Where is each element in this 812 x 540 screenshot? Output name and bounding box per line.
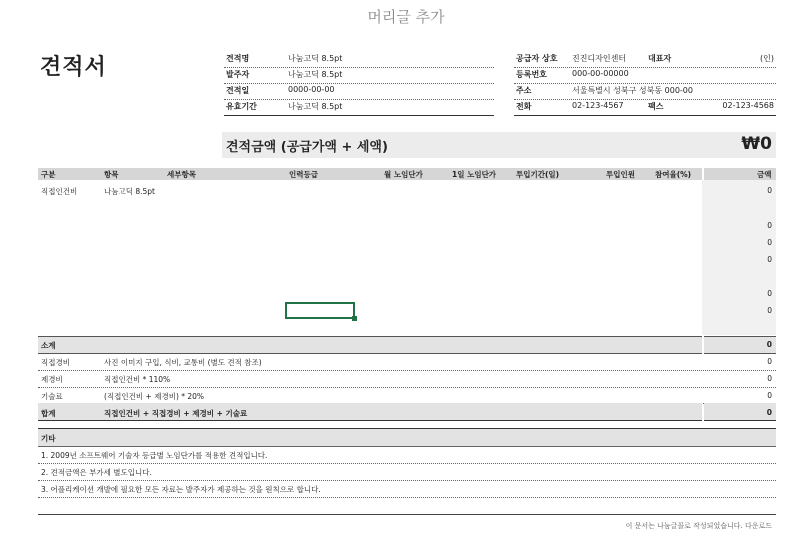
supplier-row — [514, 84, 776, 100]
total-label: 합계 — [41, 409, 56, 418]
note-line[interactable]: 1. 2009년 소프트웨어 기술자 등급별 노임단가를 적용한 견적입니다. — [41, 451, 268, 460]
cell-selection[interactable] — [285, 302, 355, 319]
item-amount[interactable]: 0 — [767, 306, 772, 315]
col-participation: 참여율(%) — [655, 170, 692, 179]
orderer-label: 발주자 — [226, 70, 250, 79]
reg-number-value[interactable]: 000-00-00000 — [572, 69, 629, 78]
phone-label: 전화 — [516, 102, 532, 111]
quote-date-label: 견적일 — [226, 86, 250, 95]
item-name[interactable]: 나눔고딕 8.5pt — [104, 187, 155, 196]
tech-fee-desc[interactable]: (직접인건비 + 제경비) * 20% — [104, 392, 205, 401]
address-label: 주소 — [516, 86, 532, 95]
quote-name-value[interactable]: 나눔고딕 8.5pt — [288, 54, 343, 63]
client-info — [224, 52, 494, 116]
item-amount[interactable]: 0 — [767, 221, 772, 230]
client-row — [224, 68, 494, 84]
direct-expense-desc[interactable]: 사진 이미지 구입, 식비, 교통비 (별도 견적 참조) — [104, 358, 262, 367]
notes-label: 기타 — [41, 434, 56, 443]
client-row — [224, 100, 494, 116]
col-days: 투입기간(일) — [516, 170, 560, 179]
document-title: 견적서 — [40, 55, 107, 80]
overhead-amount[interactable]: 0 — [767, 374, 772, 383]
item-amount[interactable]: 0 — [767, 238, 772, 247]
overhead-desc[interactable]: 직접인건비 * 110% — [104, 375, 171, 384]
quote-name-label: 견적명 — [226, 54, 250, 63]
amount-label: 견적금액 (공급가액 + 세액) — [226, 140, 388, 155]
overhead-label: 제경비 — [41, 375, 63, 384]
client-row — [224, 84, 494, 100]
direct-expense-amount[interactable]: 0 — [767, 357, 772, 366]
col-category: 구분 — [41, 170, 56, 179]
item-category[interactable]: 직접인건비 — [41, 187, 78, 196]
address-value[interactable]: 서울특별시 성북구 성북동 000-00 — [572, 86, 693, 95]
item-amount[interactable]: 0 — [767, 289, 772, 298]
supplier-name-value[interactable]: 진진디자인센터 — [572, 54, 627, 63]
notes-header-row — [38, 428, 776, 447]
subtotal-row — [38, 336, 702, 354]
supplier-row — [514, 100, 776, 116]
col-daily-rate: 1일 노임단가 — [452, 170, 497, 179]
col-grade: 인력등급 — [289, 170, 318, 179]
footer-note[interactable]: 이 문서는 나눔글꼴로 작성되었습니다. 다운로드 — [625, 522, 772, 530]
header-placeholder[interactable]: 머리글 추가 — [367, 8, 445, 26]
amount-value: ₩0 — [741, 134, 772, 154]
reg-number-label: 등록번호 — [516, 70, 547, 79]
tech-fee-amount[interactable]: 0 — [767, 391, 772, 400]
phone-value[interactable]: 02-123-4567 — [572, 101, 624, 110]
col-item: 항목 — [104, 170, 119, 179]
fill-handle[interactable] — [352, 316, 357, 321]
footer-divider — [38, 514, 776, 515]
supplier-name-label: 공급자 상호 — [516, 54, 558, 63]
representative-seal[interactable]: (인) — [760, 54, 774, 63]
valid-period-label: 유효기간 — [226, 102, 257, 111]
total-amount: 0 — [766, 408, 772, 417]
subtotal-amount: 0 — [766, 340, 772, 349]
subtotal-label: 소계 — [41, 341, 56, 350]
quote-date-value[interactable]: 0000-00-00 — [288, 85, 335, 94]
representative-label: 대표자 — [648, 54, 672, 63]
direct-expense-label: 직접경비 — [41, 358, 70, 367]
client-row — [224, 52, 494, 68]
col-headcount: 투입인원 — [606, 170, 635, 179]
supplier-row — [514, 68, 776, 84]
fax-value[interactable]: 02-123-4568 — [722, 101, 774, 110]
fax-label: 팩스 — [648, 102, 664, 111]
col-amount: 금액 — [757, 170, 772, 179]
supplier-info — [514, 52, 776, 116]
item-amount[interactable]: 0 — [767, 255, 772, 264]
tech-fee-label: 기술료 — [41, 392, 63, 401]
total-desc: 직접인건비 + 직접경비 + 제경비 + 기술료 — [104, 409, 248, 418]
note-line[interactable]: 2. 견적금액은 부가세 별도입니다. — [41, 468, 152, 477]
supplier-row — [514, 52, 776, 68]
col-monthly-rate: 월 노임단가 — [384, 170, 423, 179]
valid-period-value[interactable]: 나눔고딕 8.5pt — [288, 102, 343, 111]
col-detail: 세부항목 — [167, 170, 196, 179]
item-amount[interactable]: 0 — [767, 186, 772, 195]
note-line[interactable]: 3. 어플리케이션 개발에 필요한 모든 자료는 발주자가 제공하는 것을 원칙으로 합니다. — [41, 485, 321, 494]
orderer-value[interactable]: 나눔고딕 8.5pt — [288, 70, 343, 79]
